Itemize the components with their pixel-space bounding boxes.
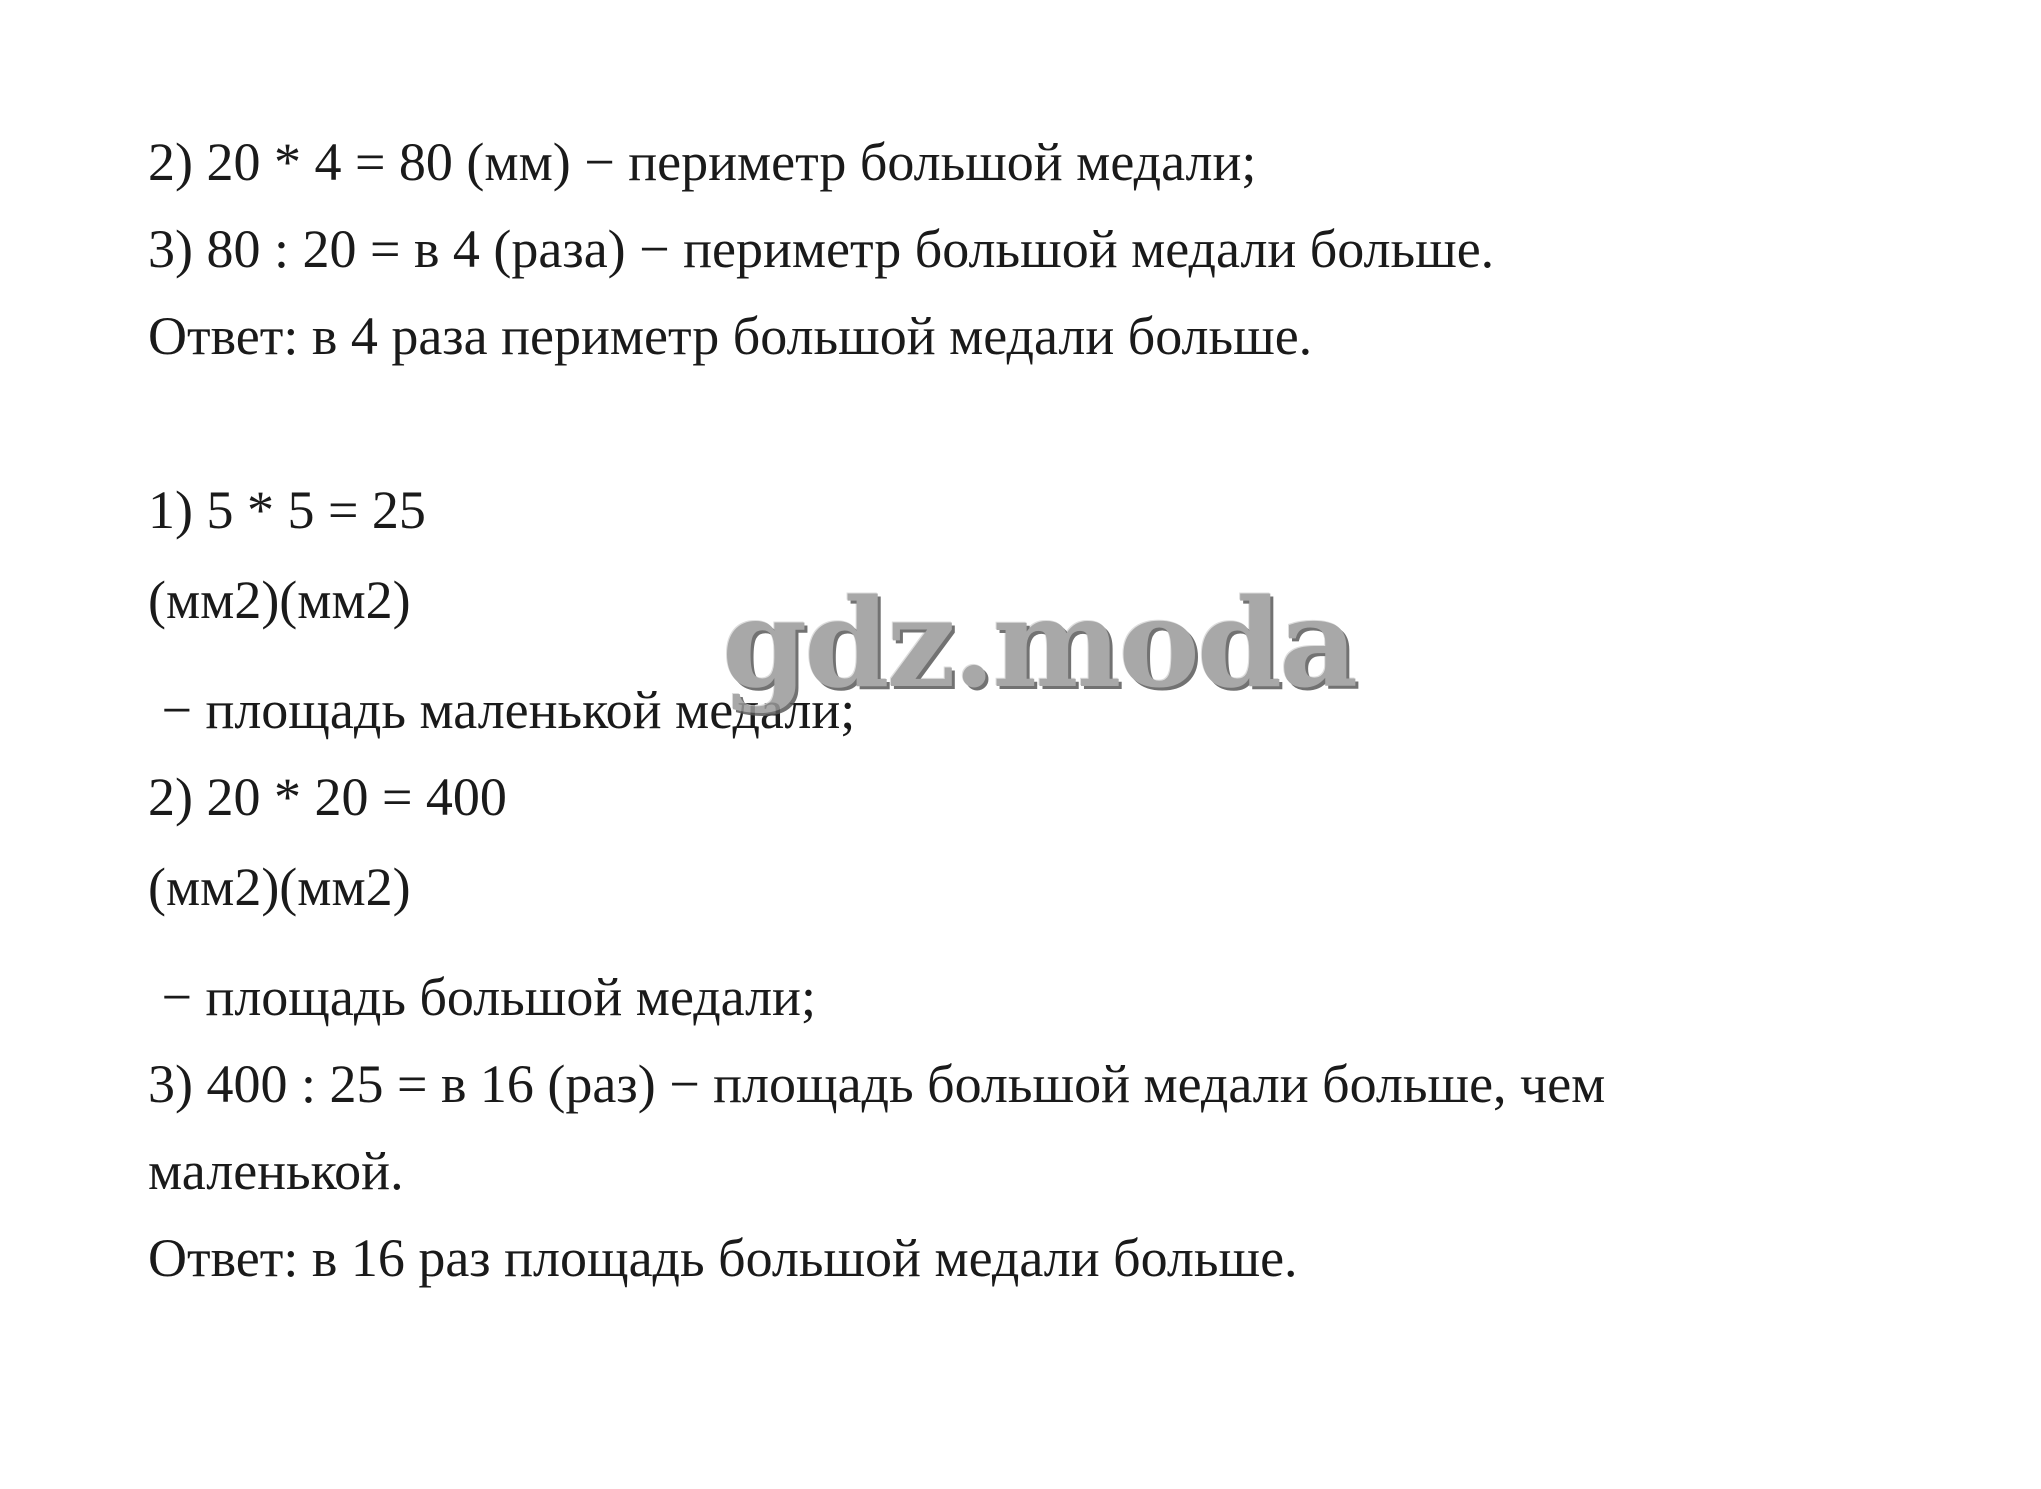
unit-line-large: (мм2)(мм2) — [148, 857, 411, 917]
solution-line-perimeter-large: 2) 20 * 4 = 80 (мм) − периметр большой медали; — [148, 132, 1257, 192]
solution-line-perimeter-ratio: 3) 80 : 20 = в 4 (раза) − периметр большой медали больше. — [148, 219, 1495, 279]
description-line-area-large: − площадь большой медали; — [148, 967, 816, 1027]
solution-line-area-large: 2) 20 * 20 = 400 — [148, 767, 507, 827]
watermark-logo: gdz.moda — [722, 571, 1356, 715]
solution-line-area-ratio-continued: маленькой. — [148, 1141, 404, 1201]
answer-line-perimeter: Ответ: в 4 раза периметр большой медали больше. — [148, 306, 1313, 366]
solution-line-area-ratio: 3) 400 : 25 = в 16 (раз) − площадь большой медали больше, чем — [148, 1054, 1606, 1114]
answer-line-area: Ответ: в 16 раз площадь большой медали больше. — [148, 1228, 1298, 1288]
solution-line-area-small: 1) 5 * 5 = 25 — [148, 480, 426, 540]
unit-line-small: (мм2)(мм2) — [148, 570, 411, 630]
description-line-area-small: − площадь маленькой медали; — [148, 680, 856, 740]
